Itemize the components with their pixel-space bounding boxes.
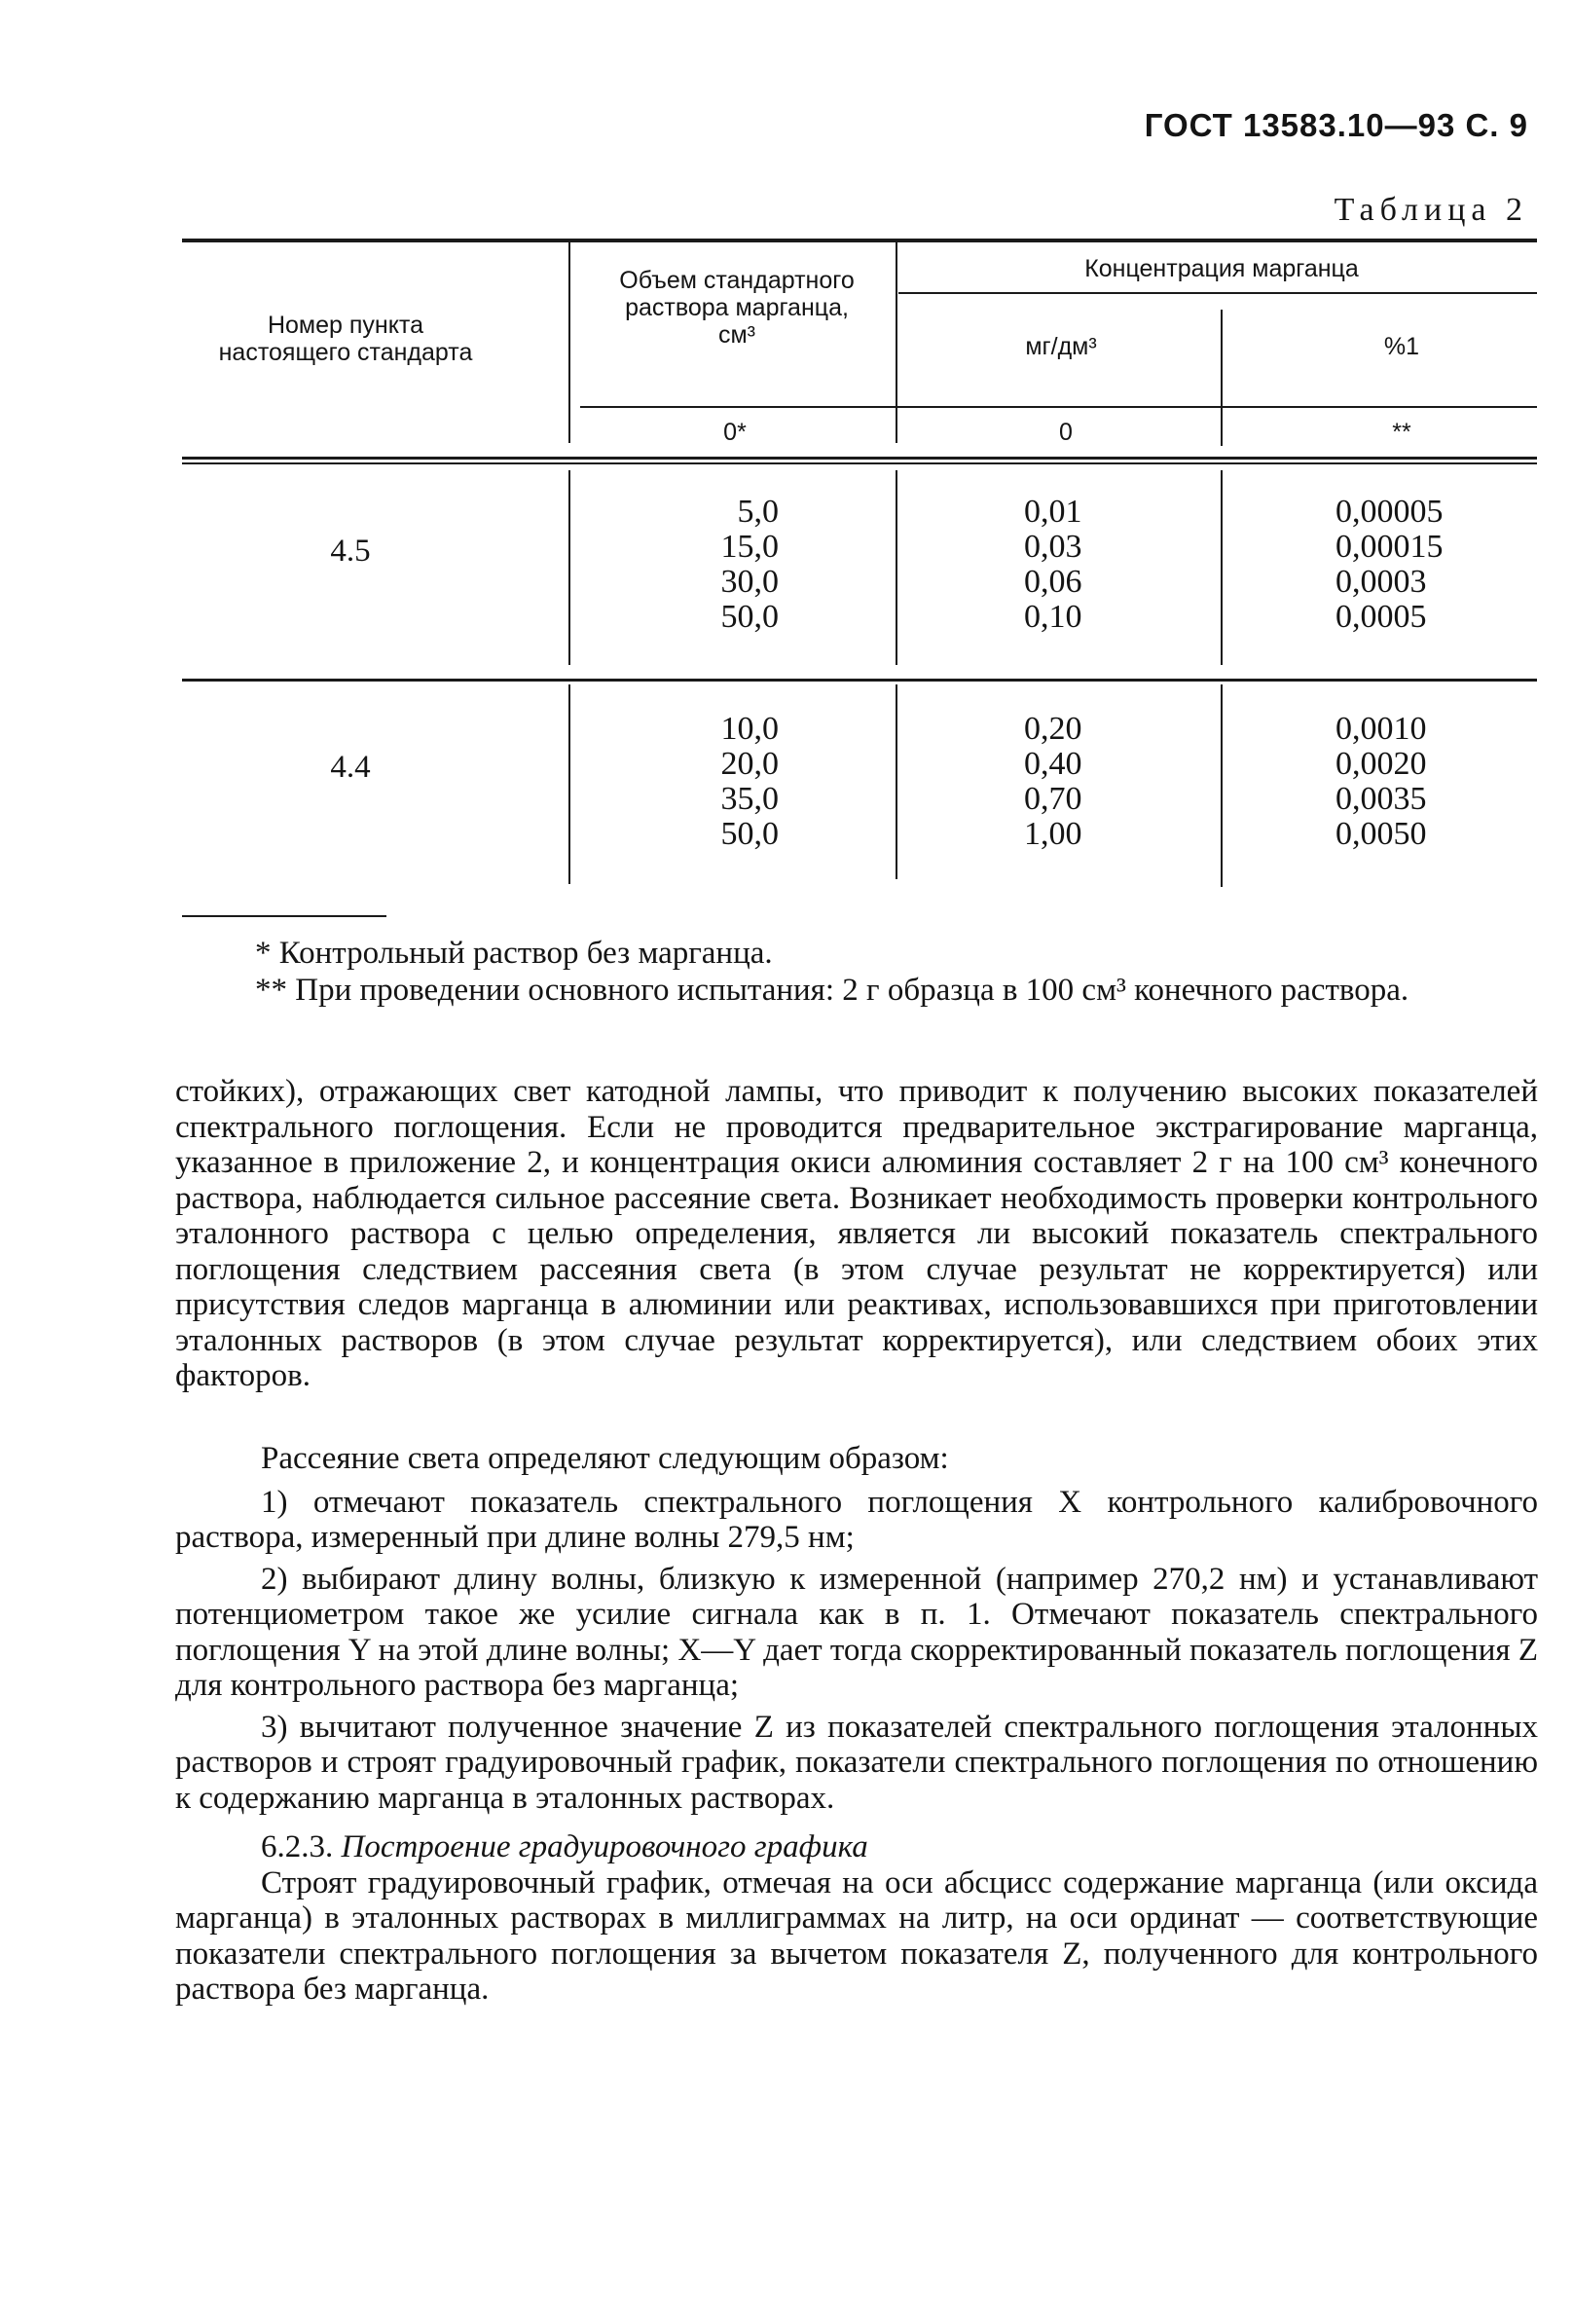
group1-volume-list [681, 495, 779, 635]
table-cell: 35,0 [720, 781, 779, 817]
table-cell: 0,00005 [1335, 494, 1444, 530]
col-divider-3-g2 [1221, 684, 1223, 887]
header-bottom-rule [580, 406, 1537, 408]
table-cell: 30,0 [720, 564, 779, 600]
group2-volume-list [681, 712, 779, 852]
body-text-2 [175, 1441, 1538, 2008]
table-cell: 0,06 [1024, 564, 1082, 600]
paragraph-continuation: стойких), отражающих свет катодной лампы, что приводит к получению высоких показателей спектрального поглощения. Если не проводится предварительное экстрагирование марганца, указанное в приложение 2, и концентрация окиси алюминия составляет 2 г на 100 см³ конечного раствора, наблюдается сильное рассеяние света. Возникает необходимость проверки контрольного эталонного раствора с целью определения, является ли высокий показатель спектрального поглощения следствием рассеяния света (в этом случае результат не корректируется) или присутствия следов марганца в алюминии или реактивах, использовавшихся при приготовлении эталонных растворов (в этом случае результат корректируется), или следствием обоих этих факторов. [175, 1074, 1538, 1393]
group-separator-rule [182, 679, 1537, 682]
table-cell: 0,0010 [1335, 711, 1427, 747]
paragraph-step-1: 1) отмечают показатель спектрального поглощения X контрольного калибровочного раствора, измеренный при длине волны 279,5 нм; [175, 1484, 1538, 1555]
col-divider-2-top [896, 240, 897, 443]
marker-pct: ** [1392, 419, 1411, 446]
table-cell: 1,00 [1024, 816, 1082, 852]
header-double-rule-2 [182, 462, 1537, 464]
col-divider-2-g1 [896, 470, 897, 665]
table-cell: 15,0 [720, 529, 779, 565]
table-cell: 0,01 [1024, 494, 1082, 530]
footnote-2: ** При проведении основного испытания: 2 г образца в 100 см³ конечного раствора. [255, 973, 1409, 1008]
table-cell: 0,70 [1024, 781, 1082, 817]
table-cell: 0,0050 [1335, 816, 1427, 852]
group1-pct-list [1335, 495, 1472, 635]
group2-mg-list [1024, 712, 1112, 852]
header-concentration: Концентрация марганца [1084, 255, 1359, 282]
group2-point: 4.4 [330, 750, 371, 785]
table-cell: 5,0 [737, 494, 779, 530]
table-cell: 0,20 [1024, 711, 1082, 747]
table-cell: 50,0 [720, 816, 779, 852]
col-divider-1-top [568, 240, 570, 443]
header-volume: Объем стандартного раствора марганца, см³ [619, 267, 855, 349]
table-cell: 0,0035 [1335, 781, 1427, 817]
col-divider-1-g2 [568, 684, 570, 884]
header-mg: мг/дм³ [1025, 333, 1097, 360]
paragraph-calibration: Строят градуировочный график, отмечая на оси абсцисс содержание марганца (или оксида марганца) в эталонных растворах в миллиграммах на литр, на оси ординат — соответствующие показатели спектрального поглощения за вычетом показателя Z, полученного для контрольного раствора без марганца. [175, 1864, 1538, 2007]
table-top-rule [182, 239, 1537, 242]
group1-point: 4.5 [330, 534, 371, 569]
table-caption: Таблица 2 [1334, 192, 1528, 228]
table-cell: 0,03 [1024, 529, 1082, 565]
table-cell: 20,0 [720, 746, 779, 782]
marker-mg: 0 [1059, 419, 1073, 446]
col-divider-3-top [1221, 310, 1223, 446]
section-heading [175, 1829, 1538, 1865]
header-double-rule-1 [182, 457, 1537, 460]
footnote-1: * Контрольный раствор без марганца. [255, 936, 773, 971]
table-cell: 0,40 [1024, 746, 1082, 782]
group2-pct-list [1335, 712, 1472, 852]
table-cell: 10,0 [720, 711, 779, 747]
section-number: 6.2.3. [261, 1829, 334, 1864]
concentration-rule [898, 292, 1537, 294]
table-cell: 50,0 [720, 599, 779, 635]
section-title: Построение градуировочного графика [341, 1829, 868, 1864]
col-divider-2-g2 [896, 684, 897, 879]
paragraph-scattering-intro: Рассеяние света определяют следующим образом: [261, 1441, 949, 1476]
header-pct: %1 [1383, 333, 1420, 360]
table-cell: 0,10 [1024, 599, 1082, 635]
footnote-rule [182, 915, 386, 917]
col-divider-1-g1 [568, 470, 570, 665]
paragraph-step-2: 2) выбирают длину волны, близкую к измеренной (например 270,2 нм) и устанавливают потенциометром такое же усилие сигнала как в п. 1. Отмечают показатель спектрального поглощения Y на этой длине волны; X—Y дает тогда скорректированный показатель поглощения Z для контрольного раствора без марганца; [175, 1561, 1538, 1703]
table-cell: 0,0003 [1335, 564, 1427, 600]
group1-mg-list [1024, 495, 1112, 635]
table-cell: 0,00015 [1335, 529, 1444, 565]
paragraph-step-3: 3) вычитают полученное значение Z из показателей спектрального поглощения эталонных растворов и строят градуировочный график, показатели спектрального поглощения по отношению к содержанию марганца в эталонных растворах. [175, 1709, 1538, 1816]
running-header: ГОСТ 13583.10—93 С. 9 [1144, 107, 1528, 143]
body-text [175, 1074, 1538, 1394]
table-cell: 0,0005 [1335, 599, 1427, 635]
table-cell: 0,0020 [1335, 746, 1427, 782]
header-point: Номер пункта настоящего стандарта [218, 312, 473, 366]
col-divider-3-g1 [1221, 470, 1223, 665]
marker-volume: 0* [723, 419, 747, 446]
